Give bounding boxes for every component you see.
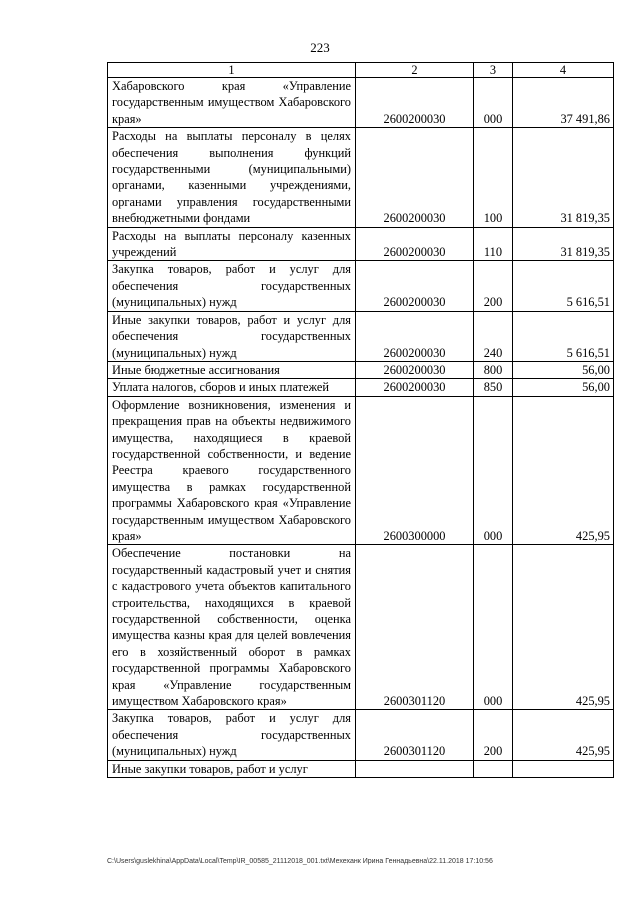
row-type-cell: 850: [474, 379, 513, 396]
row-sum-cell: 425,95: [513, 710, 614, 760]
row-type-cell: 200: [474, 710, 513, 760]
row-name-cell: Обеспечение постановки на государственный кадастровый учет и снятия с кадастрового учета объектов капитального строительства, находящихся в краевой государственной собственности, оценка имущества казны края для целей вовлечения его в хозяйственный оборот в рамках государственной программы Хабаровского края «Управление государственным имуществом Хабаровского края»: [108, 545, 356, 710]
row-name-cell: Иные закупки товаров, работ и услуг для обеспечения государственных (муниципальных) нужд: [108, 311, 356, 361]
table-row: [108, 396, 614, 545]
row-name-cell: Иные бюджетные ассигнования: [108, 361, 356, 378]
row-sum-cell: 31 819,35: [513, 227, 614, 261]
file-path-footer: C:\Users\guslekhina\AppData\Local\Temp\IR_00585_21112018_001.txt\Мехеханк Ирина Геннадьевна\22.11.2018 17:10:56: [107, 858, 493, 865]
column-header-2: 2: [356, 63, 474, 78]
row-code-cell: 2600301120: [356, 710, 474, 760]
table-row: [108, 261, 614, 311]
row-name-cell: Оформление возникновения, изменения и прекращения прав на объекты недвижимого имущества, находящиеся в краевой государственной собственности, и ведение Реестра краевого государственного имущества в рамках государственной программы Хабаровского края «Управление государственным имуществом Хабаровского края»: [108, 396, 356, 545]
row-name-cell: Расходы на выплаты персоналу в целях обеспечения выполнения функций государственными (муниципальными) органами, казенными учреждениями, органами управления государственными внебюджетными фондами: [108, 128, 356, 227]
row-sum-cell: 56,00: [513, 361, 614, 378]
budget-table: [107, 62, 614, 778]
table-row: [108, 128, 614, 227]
row-sum-cell: 5 616,51: [513, 261, 614, 311]
row-sum-cell: 31 819,35: [513, 128, 614, 227]
row-code-cell: 2600200030: [356, 311, 474, 361]
row-code-cell: [356, 760, 474, 777]
row-type-cell: 800: [474, 361, 513, 378]
column-header-1: 1: [108, 63, 356, 78]
row-code-cell: 2600200030: [356, 361, 474, 378]
row-sum-cell: 56,00: [513, 379, 614, 396]
table-row: [108, 311, 614, 361]
row-type-cell: 000: [474, 78, 513, 128]
row-type-cell: 240: [474, 311, 513, 361]
row-name-cell: Закупка товаров, работ и услуг для обеспечения государственных (муниципальных) нужд: [108, 710, 356, 760]
row-name-cell: Иные закупки товаров, работ и услуг: [108, 760, 356, 777]
row-type-cell: [474, 760, 513, 777]
row-sum-cell: 425,95: [513, 396, 614, 545]
column-header-3: 3: [474, 63, 513, 78]
row-name-cell: Расходы на выплаты персоналу казенных учреждений: [108, 227, 356, 261]
row-type-cell: 110: [474, 227, 513, 261]
row-type-cell: 000: [474, 545, 513, 710]
row-code-cell: 2600200030: [356, 227, 474, 261]
row-code-cell: 2600200030: [356, 78, 474, 128]
page-number: 223: [310, 40, 330, 55]
table-row: [108, 760, 614, 777]
row-name-cell: Хабаровского края «Управление государственным имуществом Хабаровского края»: [108, 78, 356, 128]
row-type-cell: 200: [474, 261, 513, 311]
row-name-cell: Уплата налогов, сборов и иных платежей: [108, 379, 356, 396]
row-sum-cell: 5 616,51: [513, 311, 614, 361]
row-code-cell: 2600200030: [356, 379, 474, 396]
row-type-cell: 100: [474, 128, 513, 227]
row-sum-cell: [513, 760, 614, 777]
table-header-row: [108, 63, 614, 78]
row-type-cell: 000: [474, 396, 513, 545]
table-row: [108, 361, 614, 378]
row-code-cell: 2600200030: [356, 128, 474, 227]
column-header-4: 4: [513, 63, 614, 78]
table-row: [108, 545, 614, 710]
table-row: [108, 78, 614, 128]
row-name-cell: Закупка товаров, работ и услуг для обеспечения государственных (муниципальных) нужд: [108, 261, 356, 311]
row-sum-cell: 37 491,86: [513, 78, 614, 128]
row-code-cell: 2600300000: [356, 396, 474, 545]
table-row: [108, 379, 614, 396]
row-sum-cell: 425,95: [513, 545, 614, 710]
row-code-cell: 2600301120: [356, 545, 474, 710]
row-code-cell: 2600200030: [356, 261, 474, 311]
table-row: [108, 710, 614, 760]
table-row: [108, 227, 614, 261]
